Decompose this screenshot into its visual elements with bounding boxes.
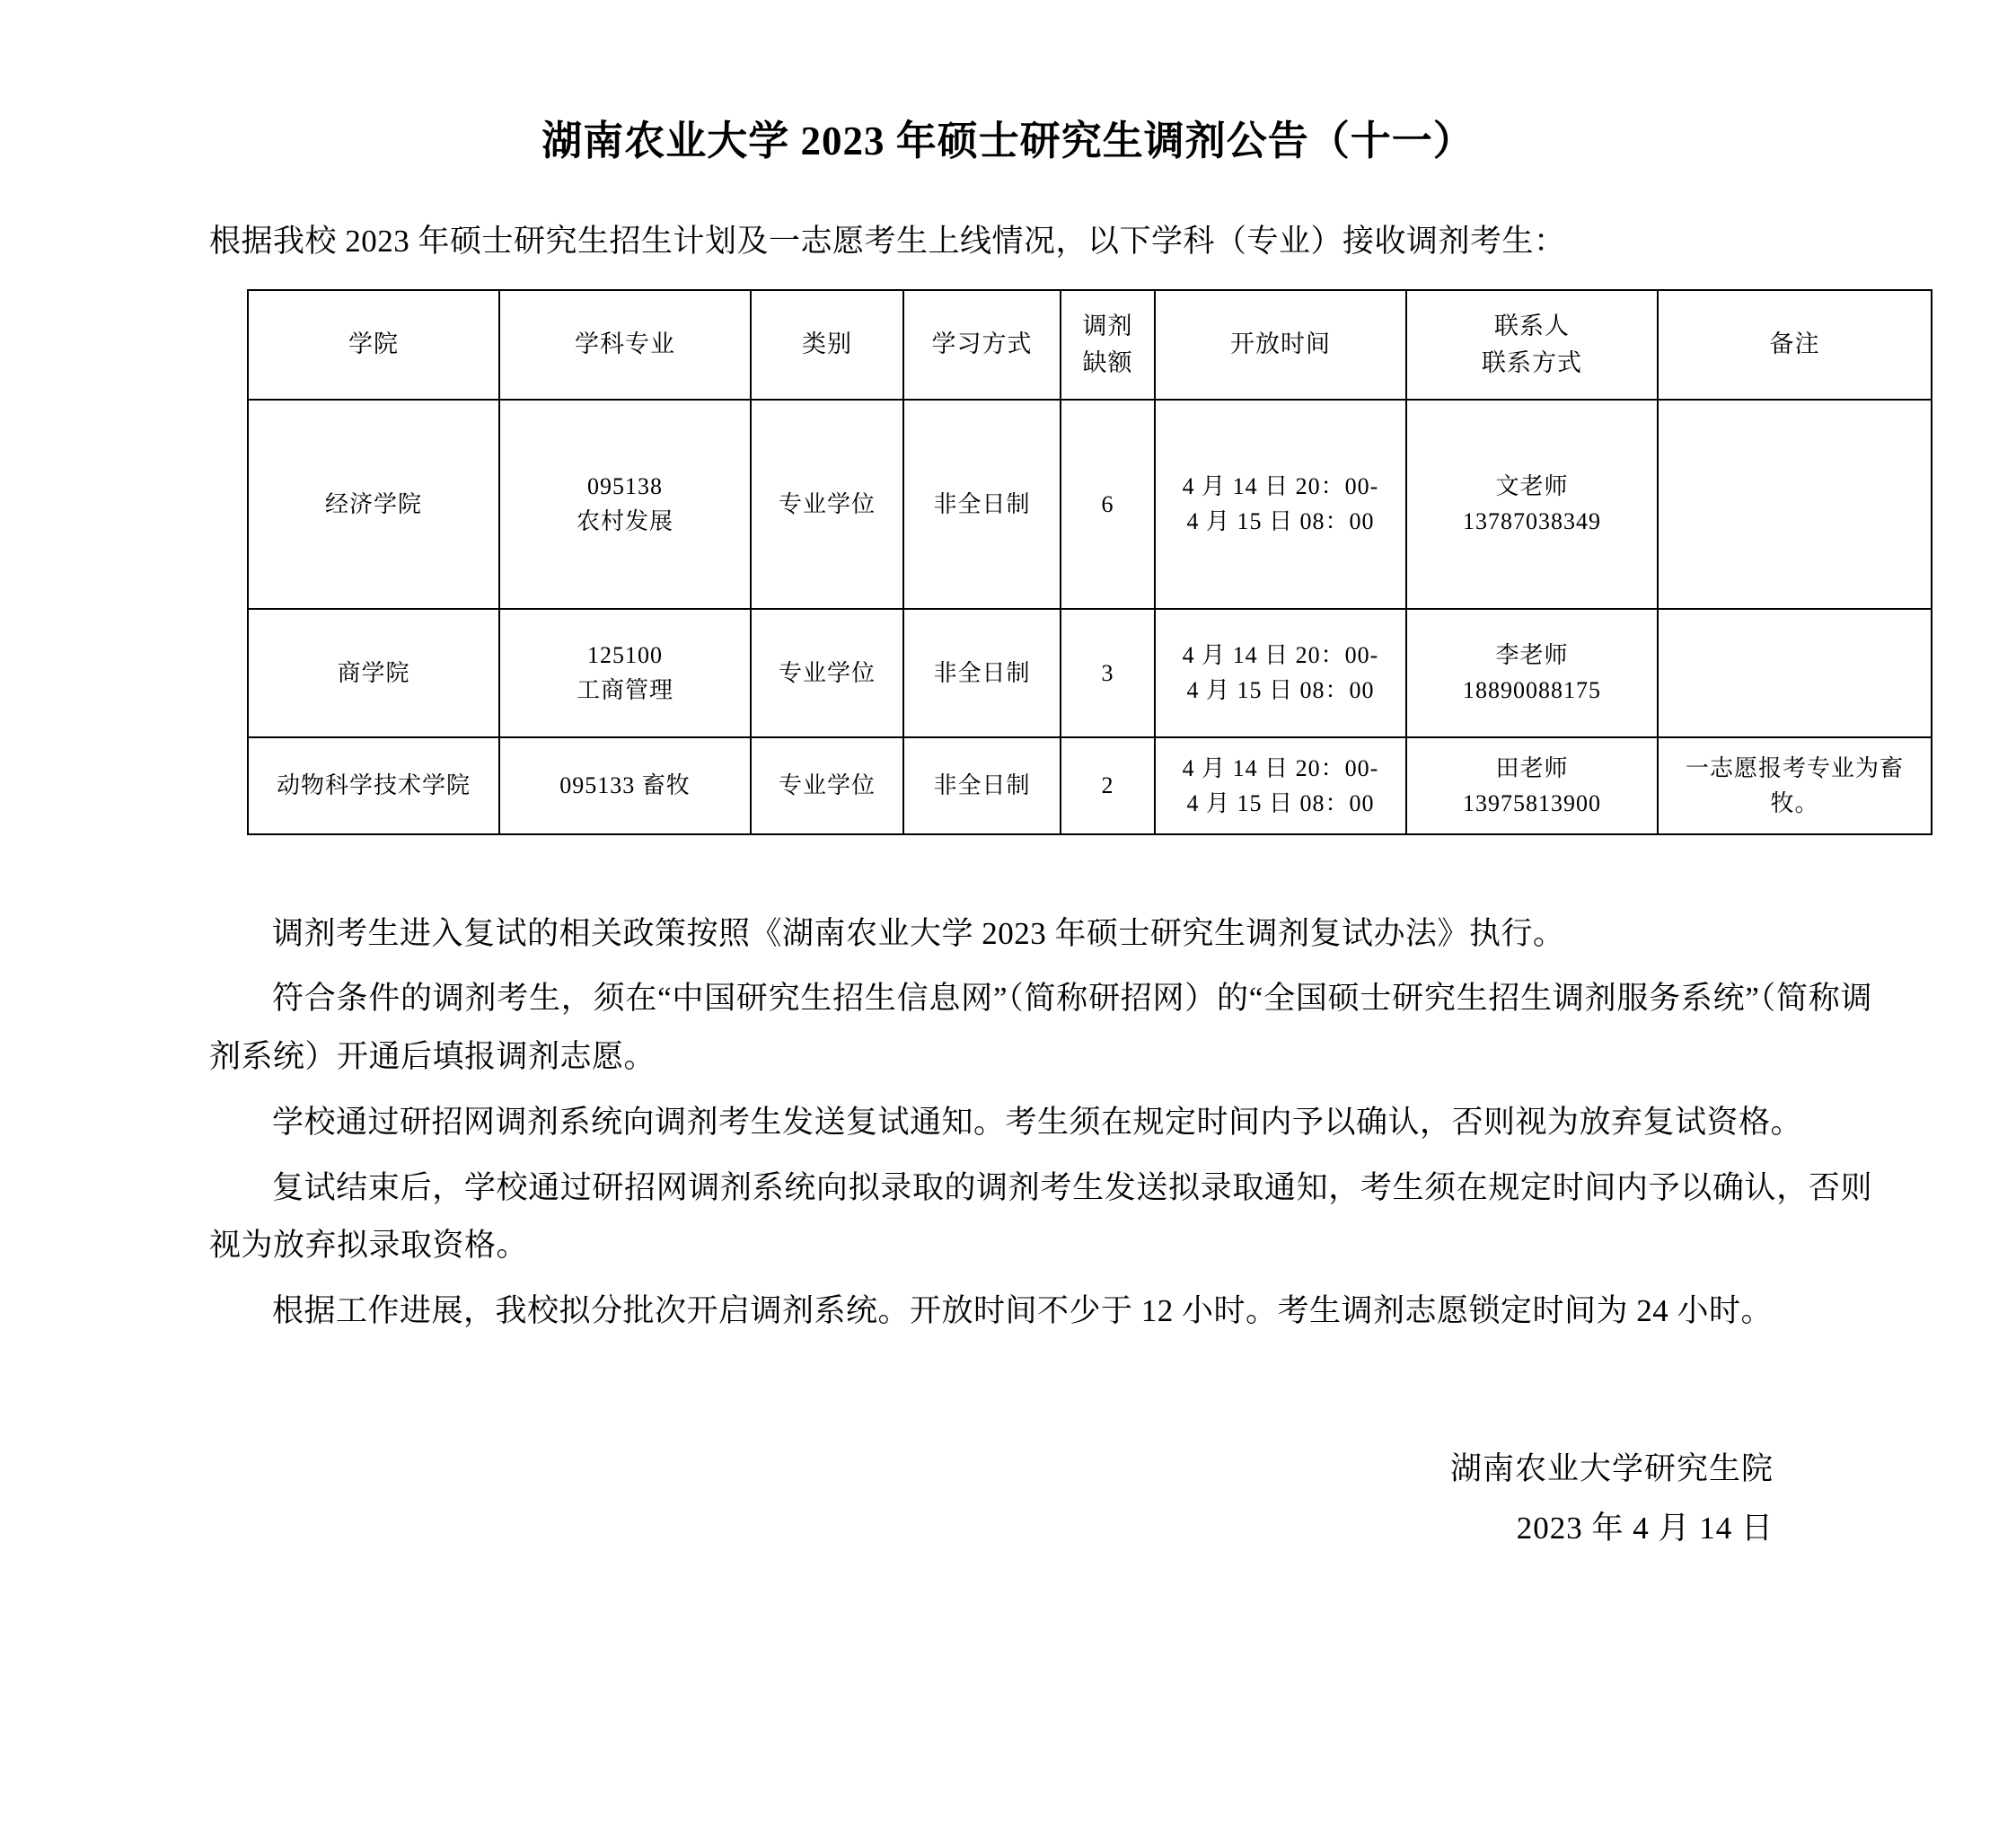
header-mode: 学习方式 xyxy=(903,290,1061,400)
cell-open-time-line1: 4 月 14 日 20：00- xyxy=(1182,754,1379,781)
cell-major-code: 095138 xyxy=(587,473,663,499)
paragraph-schedule: 根据工作进展，我校拟分批次开启调剂系统。开放时间不少于 12 小时。考生调剂志愿锁定时间为 24 小时。 xyxy=(272,1293,1774,1328)
cell-contact xyxy=(1406,609,1658,737)
paragraph-admission: 复试结束后，学校通过研招网调剂系统向拟录取的调剂考生发送拟录取通知，考生须在规定时间内予以确认，否则视为放弃拟录取资格。 xyxy=(209,1169,1872,1264)
cell-open-time xyxy=(1155,737,1406,834)
cell-major xyxy=(499,609,751,737)
cell-open-time-line1: 4 月 14 日 20：00- xyxy=(1182,642,1379,668)
header-remark: 备注 xyxy=(1658,290,1932,400)
cell-remark xyxy=(1658,609,1932,737)
cell-mode: 非全日制 xyxy=(903,400,1061,609)
cell-quota: 6 xyxy=(1061,400,1155,609)
cell-open-time-line2: 4 月 15 日 08：00 xyxy=(1186,789,1375,816)
header-contact-line2: 联系方式 xyxy=(1482,348,1582,376)
cell-major-name: 工商管理 xyxy=(576,677,673,703)
cell-contact-name: 文老师 xyxy=(1495,473,1569,499)
cell-college: 经济学院 xyxy=(248,400,499,609)
adjustment-table xyxy=(247,289,1932,835)
header-major: 学科专业 xyxy=(499,290,751,400)
cell-major-name: 农村发展 xyxy=(576,508,673,534)
header-quota xyxy=(1061,290,1155,400)
signature-block xyxy=(103,1440,1913,1559)
table-row xyxy=(248,737,1932,834)
header-quota-line2: 缺额 xyxy=(1082,348,1133,376)
cell-mode: 非全日制 xyxy=(903,737,1061,834)
cell-remark: 一志愿报考专业为畜牧。 xyxy=(1658,737,1932,834)
cell-open-time-line2: 4 月 15 日 08：00 xyxy=(1186,677,1375,703)
table-row xyxy=(248,400,1932,609)
header-contact-line1: 联系人 xyxy=(1494,313,1570,339)
cell-open-time xyxy=(1155,400,1406,609)
signature-date: 2023 年 4 月 14 日 xyxy=(1516,1511,1774,1546)
header-quota-line1: 调剂 xyxy=(1082,313,1133,339)
header-type: 类别 xyxy=(751,290,903,400)
cell-type: 专业学位 xyxy=(751,609,903,737)
cell-type: 专业学位 xyxy=(751,400,903,609)
cell-contact-phone: 18890088175 xyxy=(1463,677,1601,703)
body-paragraphs xyxy=(103,905,1913,1341)
cell-contact xyxy=(1406,400,1658,609)
cell-open-time xyxy=(1155,609,1406,737)
cell-quota: 2 xyxy=(1061,737,1155,834)
cell-major-code: 125100 xyxy=(587,642,663,668)
table-header-row xyxy=(248,290,1932,400)
cell-contact-phone: 13787038349 xyxy=(1463,508,1601,534)
page-title: 湖南农业大学 2023 年硕士研究生调剂公告（十一） xyxy=(541,119,1475,163)
cell-college: 动物科学技术学院 xyxy=(248,737,499,834)
table-row xyxy=(248,609,1932,737)
cell-major xyxy=(499,400,751,609)
header-contact xyxy=(1406,290,1658,400)
header-college: 学院 xyxy=(248,290,499,400)
cell-type: 专业学位 xyxy=(751,737,903,834)
cell-open-time-line2: 4 月 15 日 08：00 xyxy=(1186,508,1375,534)
paragraph-application: 符合条件的调剂考生，须在“中国研究生招生信息网”（简称研招网）的“全国硕士研究生招生调剂服务系统”（简称调剂系统）开通后填报调剂志愿。 xyxy=(209,981,1872,1074)
cell-quota: 3 xyxy=(1061,609,1155,737)
cell-remark xyxy=(1658,400,1932,609)
header-open-time: 开放时间 xyxy=(1155,290,1406,400)
cell-contact xyxy=(1406,737,1658,834)
cell-contact-phone: 13975813900 xyxy=(1463,789,1601,816)
cell-open-time-line1: 4 月 14 日 20：00- xyxy=(1182,473,1379,499)
paragraph-policy: 调剂考生进入复试的相关政策按照《湖南农业大学 2023 年硕士研究生调剂复试办法》执行。 xyxy=(272,915,1565,951)
lead-paragraph: 根据我校 2023 年硕士研究生招生计划及一志愿考生上线情况，以下学科（专业）接收调剂考生： xyxy=(209,224,1566,259)
cell-major: 095133 畜牧 xyxy=(499,737,751,834)
cell-contact-name: 李老师 xyxy=(1495,642,1569,668)
signature-organization: 湖南农业大学研究生院 xyxy=(1449,1450,1774,1486)
cell-college: 商学院 xyxy=(248,609,499,737)
paragraph-notification: 学校通过研招网调剂系统向调剂考生发送复试通知。考生须在规定时间内予以确认，否则视为放弃复试资格。 xyxy=(272,1104,1803,1140)
cell-mode: 非全日制 xyxy=(903,609,1061,737)
cell-contact-name: 田老师 xyxy=(1495,754,1569,781)
